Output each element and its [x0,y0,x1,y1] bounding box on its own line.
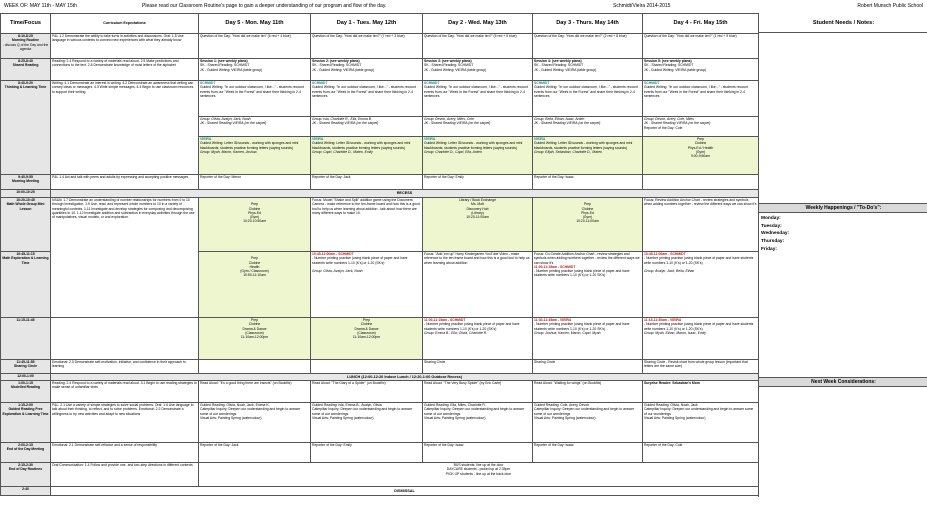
day-wednesday: Wednesday: [761,231,790,237]
day-thursday: Thursday: [761,239,785,245]
cell: 11:30-11:45am - VIEIRA - Number printing practise (using blank piece of paper and have students write numbers 1-10 (K's) or 1-20 SK's) Group: Joshua, Kamen, Maron, Capri, Myah [533,318,643,360]
expectation-cell: Reading: 2.4 Respond to a variety of materials read aloud. 3.1 Begin to use reading strategies to make sense of unfamiliar texts [51,381,199,403]
time-cell: 10:45-11:15 Math Exploration & Learning Time [1,252,51,318]
cell: VIEIRA Guided Writing: Letter ID/sounds - working with sponges and mini blackboards, students practise forming letters (saying sounds) Group: Charlotte D., Capri, Ella, Arden [423,137,533,175]
cell: Group: Devon, Avery, Cole, Miles JK - Shared Reading VIEIRA (on the carpet) Reporter of the Day: Cole [643,117,759,137]
expectation-cell: Oral Communication: 1.4 Follow and provide one- and two-step directions in different contexts [51,463,199,487]
day-friday: Friday: [761,246,777,252]
cell: Reporter of the Day: Isaac [533,443,643,463]
cell: Focus: Co-Create Addition Anchor Chart - review strategies and symbols when adding numbers together - review the different ways we can show it's 11:00-11:15am - SCHMIDT - Number printing practise (using blank piece of paper and have students write numbers 1-10 (K's) or 1-20 SK's) [533,252,643,318]
cell: Reporter of the Day: Jack [311,175,423,190]
cell: Reporter of the Day: Jack [199,443,311,463]
cell: Reporter of the Day: Emily [423,175,533,190]
next-week-title: Next Week Considerations: [759,378,927,387]
time-cell: 1:15-2:00 Guided Reading Free Exploration & Learning Time [1,403,51,443]
header-row [1,14,759,34]
prep-cell: Prep Clubine Phys-Ed / Health (Gym) 9:00-9:50am [643,137,759,175]
prep-cell: Prep Clubine Phys-Ed (Gym) 10:20-10:50am [199,198,311,252]
time-cell: 2:40 [1,487,51,496]
cell [311,360,423,374]
row-end-of-day-routines [1,463,759,487]
row-shared-reading [1,59,759,81]
time-cell: 12:00-1:00 [1,374,51,381]
cell: Reporter of the Day: Emily [311,443,423,463]
weekly-happenings-title: Weekly Happenings / "To-Do's": [759,204,927,213]
expectation-cell: P&L 1.2 Demonstrate the ability to take turns in activities and discussions. Oral: 1.5 Use language in various contexts to connect new experiences with what they already know [51,34,199,59]
time-cell: 11:15-11:45 [1,318,51,360]
time-cell: 8:25-8:40 Shared Reading [1,59,51,81]
col-day1: Day 1 - Tues. May 12th [311,14,423,34]
prep-cell: Prep Clubine Drama & Dance (Classroom) 11:10am-12:00pm [199,318,311,360]
cell: 11:00-11:15am - SCHMIDT - Number printing practise (using blank piece of paper and have students write numbers 1-10 (K's) or 1-20 (SK's) Group: Emma B., Ella, Olivia, Charlotte R. [423,318,533,360]
col-day5: Day 5 - Mon. May 11th [199,14,311,34]
cell: VIEIRA Guided Writing: Letter ID/sounds - working with sponges and mini blackboards, students practise forming letters (saying sounds) Group: Elijah, Sebastian, Charlotte D., Mateo [533,137,643,175]
cell: Focus: Model "Shake and Spill" addition game using the Document Camera - make reference to the ten-frame board and how this is a good tool to help us when learning about addition - talk about how there are many different ways to make 10. [311,198,423,252]
row-math-mini-lesson [1,198,759,252]
time-cell: 10:20-10:45 Math Whole Group Mini Lesson [1,198,51,252]
cell: Group: Olivia, Avalyn, Jack, Noah JK - Shared Reading VIEIRA (on the carpet) [199,117,311,137]
row-lunch [1,374,759,381]
cell: Read Aloud: "Waiting for wings" (on Bookflix) [533,381,643,403]
expectation-cell: NS&N: 1.7 Demonstrate an understanding of number relationships for numbers from 0 to 10 through investigation. 1.9 Use, read, and represent whole numbers to 10 in a variety of meaningful contexts. 1.11 Investigate and develop strategies for composing and decomposing quantities to 10. 1.12 Investigate addition and subtraction in everyday activities through the use of manipulatives, visual models, or oral exploration. [51,198,199,318]
cell: Group: Bella, Ethan, Isaac, Arden JK - Shared Reading VIEIRA (on the carpet) [533,117,643,137]
cell: SCHMIDT Guided Writing: "In our outdoor classroom, I like..." - students recount events from our "Week in the Forest" and share their thinking in 2-4 sentences [533,81,643,117]
cell: Guided Reading: Ella, Miles, Charlotte R. Caterpillar Inquiry: Deepen our understanding and begin to answer some of our wonderings Visual Arts: Painting Spring (watercolour) [423,403,533,443]
cell: VIEIRA Guided Writing: Letter ID/sounds - working with sponges and mini blackboards, students practise forming letters (saying sounds) Group: Capri, Charlotte D., Mateo, Emily [311,137,423,175]
time-cell: 10:00-10:20 [1,190,51,198]
cell: Group: Devon, Avery, Miles, Cole JK - Shared Reading VIEIRA (on the carpet) [423,117,533,137]
teachers-label: Schmidt/Vieira 2014-2015 [613,3,671,9]
prep-cell: Prep Clubine Drama & Dance (Classroom) 11:10am-12:00pm [311,318,423,360]
prep-cell: Prep Clubine Phys-Ed (Gym) 10:20-11:00am [533,198,643,252]
week-label: WEEK OF: MAY 11th - MAY 15th [4,3,77,9]
col-day2: Day 2 - Wed. May 13th [423,14,533,34]
col-day3: Day 3 - Thurs. May 14th [533,14,643,34]
cell: Guided Reading: Isla, Emma B., Avalyn, Olivia Caterpillar Inquiry: Deepen our understanding and begin to answer some of our wonderings Visual Arts: Painting Spring (watercolour) [311,403,423,443]
recess-label: RECESS [51,190,759,198]
cell: Session 1: (see weekly plans) SK - Shared Reading: SCHMIDT JK - Guided Writing: VIEIRA (table group) [199,59,311,81]
cell: SCHMIDT Guided Writing: "In our outdoor classroom, I like..." - students recount events from our "Week in the Forest" and share their thinking in 2-4 sentences [423,81,533,117]
top-header [0,0,927,12]
header-message: Please read our Classroom Routine's page to gain a deeper understanding of our program and flow of the day. [142,3,387,9]
row-late-morning [1,318,759,360]
cell: Question of the Day: "How did we make ten?" (1 red + 9 blue) [643,34,759,59]
cell: Sharing Circle [533,360,643,374]
expectation-cell: P&L 1.4 Act and talk with peers and adults by expressing and accepting positive messages [51,175,199,190]
col-expectations: Curriculum Expectations [51,14,199,34]
cell: Question of the Day: "How did we make ten" (6 red + 4 blue) [199,34,311,59]
time-cell: 2:15-2:30 End of Day Routines [1,463,51,487]
cell: Read Aloud: "The Diary of a Spider" (on Bookflix) [311,381,423,403]
time-cell: 1:00-1:15 Modelled Reading [1,381,51,403]
cell: Session 3: (see weekly plans) SK - Shared Reading: SCHMIDT JK - Guided Writing: VIEIRA (table group) [423,59,533,81]
cell: Surprise Reader: Sebastian's Mom [643,381,759,403]
cell [643,175,759,190]
cell: Session 2: (see weekly plans) SK - Shared Reading: SCHMIDT JK - Guided Writing: VIEIRA (table group) [311,59,423,81]
cell: SCHMIDT Guided Writing: "In our outdoor classroom, I like..." - students recount events from our "Week in the Forest" and share their thinking in 2-4 sentences [199,81,311,117]
time-cell: 2:00-2:15 End of the Day Meeting [1,443,51,463]
row-morning-routine [1,34,759,59]
cell: 10:45-11:00am - SCHMIDT - Number printing practise (using blank piece of paper and have students write numbers 1-10 (K's) or 1-20 (SK's) Group: Olivia, Avalyn, Jack, Noah [311,252,423,318]
time-cell: 11:45-11:55 Sharing Circle [1,360,51,374]
school-name: Robert Munsch Public School [857,3,923,9]
cell: Question of the Day: "How did we make ten?" (5 red + 5 blue) [423,34,533,59]
cell: Question of the Day: "How did we make ten?" (7 red + 3 blue) [311,34,423,59]
expectation-cell [51,318,199,360]
cell: Read Aloud: "It's a good thing there are insects" (on Bookflix) [199,381,311,403]
cell: Reporter of the Day: Isaac [533,175,643,190]
col-day4: Day 4 - Fri. May 15th [643,14,759,34]
weekly-days [759,213,927,378]
cell: Session 5: (see weekly plans) SK - Shared Reading: SCHMIDT JK - Guided Writing: VIEIRA (table group) [643,59,759,81]
cell: Session 4: (see weekly plans) SK - Shared Reading: SCHMIDT JK - Guided Writing: VIEIRA (table group) [533,59,643,81]
cell: Group: Isla, Charlotte R., Ella, Emma B. JK - Shared Reading VIEIRA (on the carpet) [311,117,423,137]
next-week-area[interactable] [759,387,927,497]
row-sharing-circle [1,360,759,374]
cell: SCHMIDT Guided Writing: "In our outdoor classroom, I like..." - students recount events from our "Week in the Forest" and share their thinking in 2-4 sentences [643,81,759,117]
row-end-of-day-meeting [1,443,759,463]
expectation-cell: Writing: 4.1 Demonstrate an interest in writing. 4.2 Demonstrate an awareness that writing can convey ideas or messages. 4.3 Write simple messages. 4.4 Begin to use classroom resources to support their writing [51,81,199,175]
row-recess [1,190,759,198]
cell: Question of the Day: "How did we make ten?" (2 red + 8 blue) [533,34,643,59]
cell: Reporter of the Day: Isaac [423,443,533,463]
row-modelled-reading [1,381,759,403]
cell: Sharing Circle [423,360,533,374]
lunch-label: LUNCH (12:00-12:20 Indoor Lunch / 12:20-1:00 Outdoor Recess) [51,374,759,381]
notes-sidebar [758,13,927,497]
row-morning-meeting [1,175,759,190]
dismissal-label: DISMISSAL [51,487,759,496]
cell: 10:45-11:00am - SCHMIDT - Number printing practise (using blank piece of paper and have students write numbers 1-10 (K's) or 1-20 (SK's) Group: Avalyn, Jack, Bella, Ethan [643,252,759,318]
time-cell: 9:40-9:55 Morning Meeting [1,175,51,190]
time-cell: 8:10-8:25 Morning Routine - discuss Q of the Day and the agenda [1,34,51,59]
cell: Reporter of the Day: Meron [199,175,311,190]
cell [199,360,311,374]
row-thinking-learning-a [1,81,759,117]
plan-grid [0,13,759,496]
cell: Read Aloud: "The Very Busy Spider" (by Eric Carle) [423,381,533,403]
notes-header: Student Needs / Notes: [759,13,927,33]
weekly-plan-table [0,13,759,496]
expectation-cell: P&L: 2.1 Use a variety of simple strategies to solve social problems. Oral: 1.6 Use language to talk about their thinking, to reflect, and to solve problems. Emotional: 2.2 Demonstrate a willingness to try new activities and adapt to new situations [51,403,199,443]
cell: Guided Reading: Olivia, Noah, Jack Caterpillar Inquiry: Deepen our understanding and begin to answer some of our wonderings Visual Arts: Painting Spring (watercolour) [643,403,759,443]
cell: Guided Reading: Olivia, Noah, Jack, Emma K. Caterpillar Inquiry: Deepen our understanding and begin to answer some of our wonderings Visual Arts: Painting Spring (watercolour) [199,403,311,443]
row-dismissal [1,487,759,496]
row-guided-reading [1,403,759,443]
cell: VIEIRA Guided Writing: Letter ID/sounds - working with sponges and mini blackboards, students practise forming letters (saying sounds) Group: Myah, Maron, Kamen, Joshua [199,137,311,175]
cell: Sharing Circle - Revisit chart from whole group lesson (important that letters are the same size) [643,360,759,374]
expectation-cell: Reading: 2.4 Respond to a variety of materials read aloud. 2.5 Make predictions and connections to the text. 2.8 Demonstrate knowledge of most letters of the alphabet [51,59,199,81]
notes-area[interactable] [759,33,927,204]
col-time: Time/Focus [1,14,51,34]
day-monday: Monday: [761,216,781,221]
cell: Focus: "Add 'em up" Harry Kindergarten YouTube Video - make reference to the ten-frame board and how this is a good tool to help us when learning about addition [423,252,533,318]
library-cell: Library / Book Exchange Ms. Mott Discovery Hub (Library) 10:20-11:00am [423,198,533,252]
cell: 11:15-11:30am - VIEIRA - Number printing practise (using blank piece of paper and have students write numbers 1-10 (K's) or 1-20 (SK's) Group: Myah, Ethan, Maron, Isaac, Emily [643,318,759,360]
cell: Guided Reading: Cole, Avery, Devon Caterpillar Inquiry: Deepen our understanding and begin to answer some of our wonderings Visual Arts: Painting Spring (watercolour) [533,403,643,443]
cell: Focus: Review Addition Anchor Chart - review strategies and symbols when adding numbers together - review the different ways we can show it's [643,198,759,252]
day-tuesday: Tuesday: [761,223,782,229]
expectation-cell: Emotional: 2.3 Demonstrate self-motivation, initiative, and confidence in their approach to learning [51,360,199,374]
cell: SCHMIDT Guided Writing: "In our outdoor classroom, I like..." - students recount events from our "Week in the Forest" and share their thinking in 2-4 sentences [311,81,423,117]
prep-cell: Prep Clubine Health (Gym / Classroom) 10:50-11:10am [199,252,311,318]
time-cell: 8:40-9:20 Thinking & Learning Time [1,81,51,175]
expectation-cell: Emotional: 2.1 Demonstrate self-reliance and a sense of responsibility [51,443,199,463]
cell: Reporter of the Day: Cole [643,443,759,463]
routines-cell: BUS students: line up at the door DAYCARE students - picked up at 2:35pm PICK UP students - line up at the back door [199,463,759,487]
